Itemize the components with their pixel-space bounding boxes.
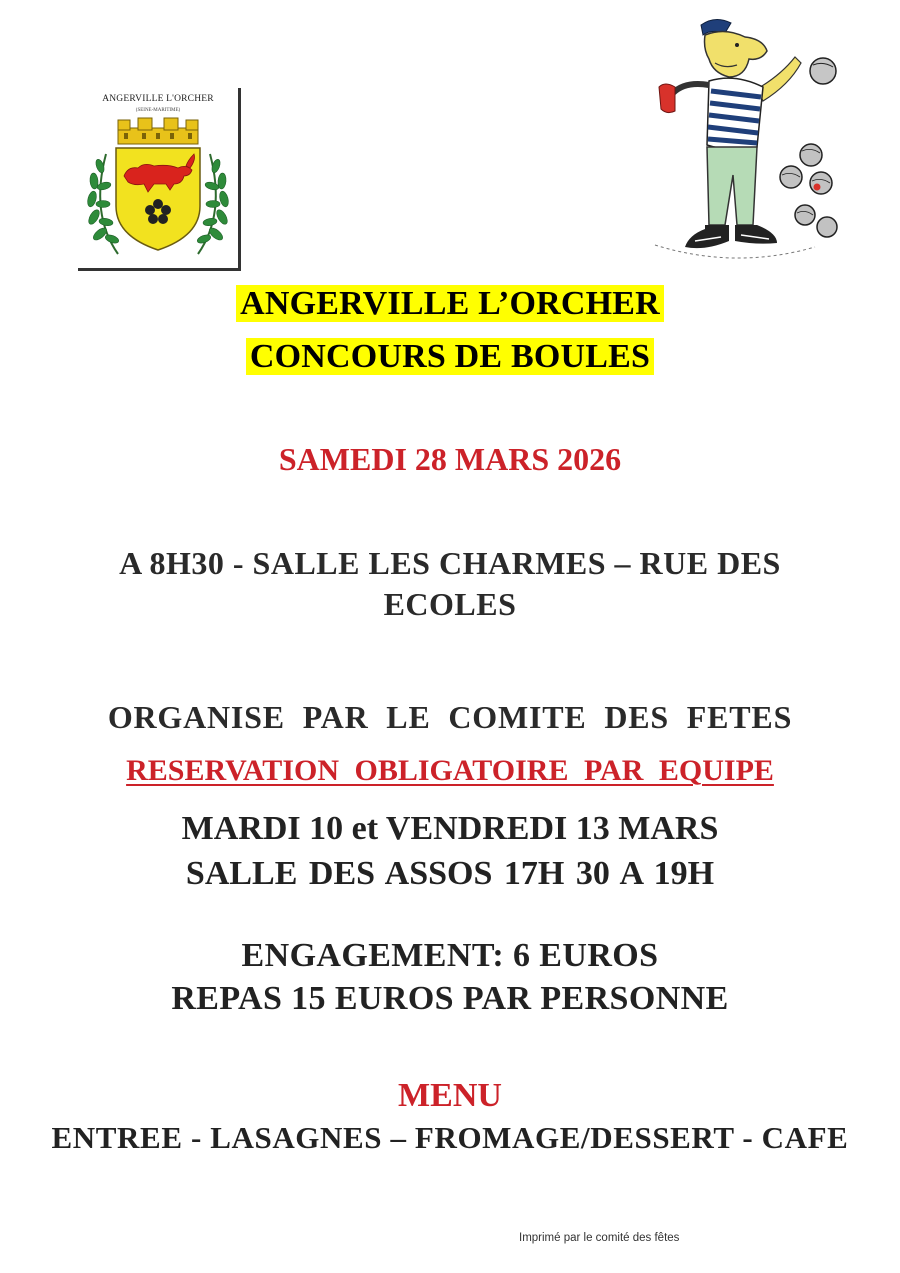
coat-of-arms-card	[78, 88, 241, 271]
petanque-player-illustration	[645, 15, 850, 265]
location-line-2: ECOLES	[383, 586, 517, 622]
reservation-place-time: SALLE DES ASSOS 17H 30 A 19H	[185, 855, 715, 892]
event-date: SAMEDI 28 MARS 2026	[278, 441, 622, 477]
title-event-text: CONCOURS DE BOULES	[246, 338, 654, 375]
engagement-fee: ENGAGEMENT: 6 EUROS	[241, 937, 659, 974]
printed-by-footer: Imprimé par le comité des fêtes	[519, 1232, 680, 1244]
reservation-notice: RESERVATION OBLIGATOIRE PAR EQUIPE	[126, 754, 774, 787]
coat-of-arms-icon	[78, 114, 238, 264]
menu-items: ENTREE - LASAGNES – FROMAGE/DESSERT - CAFE	[51, 1120, 849, 1155]
menu-title: MENU	[398, 1077, 502, 1114]
organiser: ORGANISE PAR LE COMITE DES FETES	[107, 699, 793, 735]
crest-town-name: ANGERVILLE L'ORCHER	[102, 94, 214, 104]
reservation-dates: MARDI 10 et VENDREDI 13 MARS	[181, 810, 719, 847]
crest-department: (SEINE-MARITIME)	[135, 108, 181, 113]
location-line-1: A 8H30 - SALLE LES CHARMES – RUE DES	[119, 545, 781, 581]
title-line-2	[0, 338, 900, 376]
reservation-notice-line	[0, 754, 900, 788]
meal-price: REPAS 15 EUROS PAR PERSONNE	[171, 980, 729, 1017]
title-line-1	[0, 285, 900, 323]
title-town-text: ANGERVILLE L’ORCHER	[236, 285, 664, 322]
